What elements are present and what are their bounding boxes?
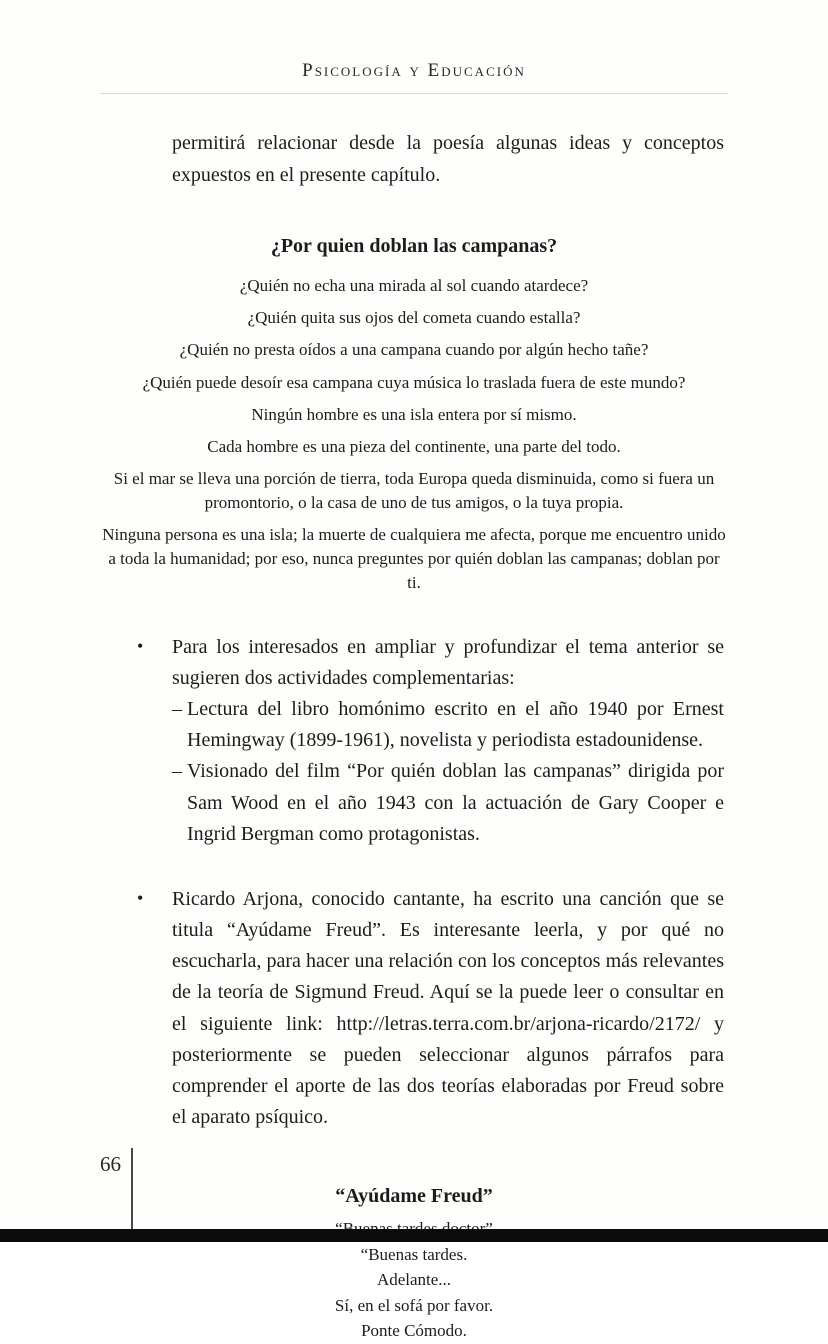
poem-line: Si el mar se lleva una porción de tierra, toda Europa queda disminuida, como si fuera un promontorio, o la casa de uno de tus amigos, o la tuya propia. xyxy=(113,468,715,513)
song-line: “Buenas tardes. xyxy=(360,1244,468,1264)
poem-block xyxy=(100,274,728,595)
sub-item-text: Lectura del libro homónimo escrito en el año 1940 por Ernest Hemingway (1899-1961), novelista y periodista estadounidense. xyxy=(187,697,724,752)
poem-line: ¿Quién no presta oídos a una campana cuando por algún hecho tañe? xyxy=(179,340,649,360)
poem-line: ¿Quién no echa una mirada al sol cuando atardece? xyxy=(239,276,589,296)
running-header: Psicología y Educación xyxy=(302,60,526,81)
list-item-body xyxy=(172,884,724,1134)
list-item-body xyxy=(172,632,724,850)
poem-line: ¿Quién quita sus ojos del cometa cuando estalla? xyxy=(247,308,581,328)
sub-list-item-book xyxy=(172,694,724,756)
list-item-text: Para los interesados en ampliar y profundizar el tema anterior se sugieren dos actividades complementarias: xyxy=(172,635,724,689)
song-line: Ponte Cómodo. xyxy=(361,1321,467,1341)
song-line: Sí, en el sofá por favor. xyxy=(334,1295,494,1315)
poem-line: Ningún hombre es una isla entera por sí mismo. xyxy=(251,404,577,424)
sub-item-text: Visionado del film “Por quién doblan las campanas” dirigida por Sam Wood en el año 1943 con la actuación de Gary Cooper e Ingrid Bergman como protagonistas. xyxy=(187,760,724,845)
song-title: “Ayúdame Freud” xyxy=(335,1185,493,1208)
scan-edge-bar xyxy=(0,1229,828,1242)
poem-line: Ninguna persona es una isla; la muerte de cualquiera me afecta, porque me encuentro unido a toda la humanidad; por eso, nunca preguntes por quién doblan las campanas; doblan por ti. xyxy=(102,525,726,593)
sub-list-item-film xyxy=(172,756,724,850)
dash-marker: – xyxy=(172,697,182,720)
list-item-activities xyxy=(137,632,724,850)
list-item-text: Ricardo Arjona, conocido cantante, ha escrito una canción que se titula “Ayúdame Freud”. Es interesante leerla, y por qué no escucharla, para hacer una relación con los conceptos más relevantes de la teoría de Sigmund Freud. Aquí se la puede leer o consultar en el siguiente link: http://letras.terra.com.br/arjona-ricardo/2172/ y posteriormente se pueden seleccionar algunos párrafos para comprender el aporte de las dos teorías elaboradas por Freud sobre el aparato psíquico. xyxy=(172,887,724,1129)
poem-title: ¿Por quien doblan las campanas? xyxy=(270,235,558,258)
poem-line: Cada hombre es una pieza del continente, una parte del todo. xyxy=(207,436,621,456)
list-item-arjona xyxy=(137,884,724,1134)
footer-divider-line xyxy=(131,1148,133,1238)
page-number: 66 xyxy=(100,1152,121,1176)
bullet-marker: • xyxy=(137,887,144,908)
song-line: Adelante... xyxy=(376,1270,452,1290)
poem-line: ¿Quién puede desoír esa campana cuya música lo traslada fuera de este mundo? xyxy=(142,372,686,392)
header-rule xyxy=(100,93,728,94)
intro-paragraph: permitirá relacionar desde la poesía algunas ideas y conceptos expuestos en el presente capítulo. xyxy=(172,132,724,186)
dash-marker: – xyxy=(172,760,182,783)
bullet-marker: • xyxy=(137,635,144,656)
